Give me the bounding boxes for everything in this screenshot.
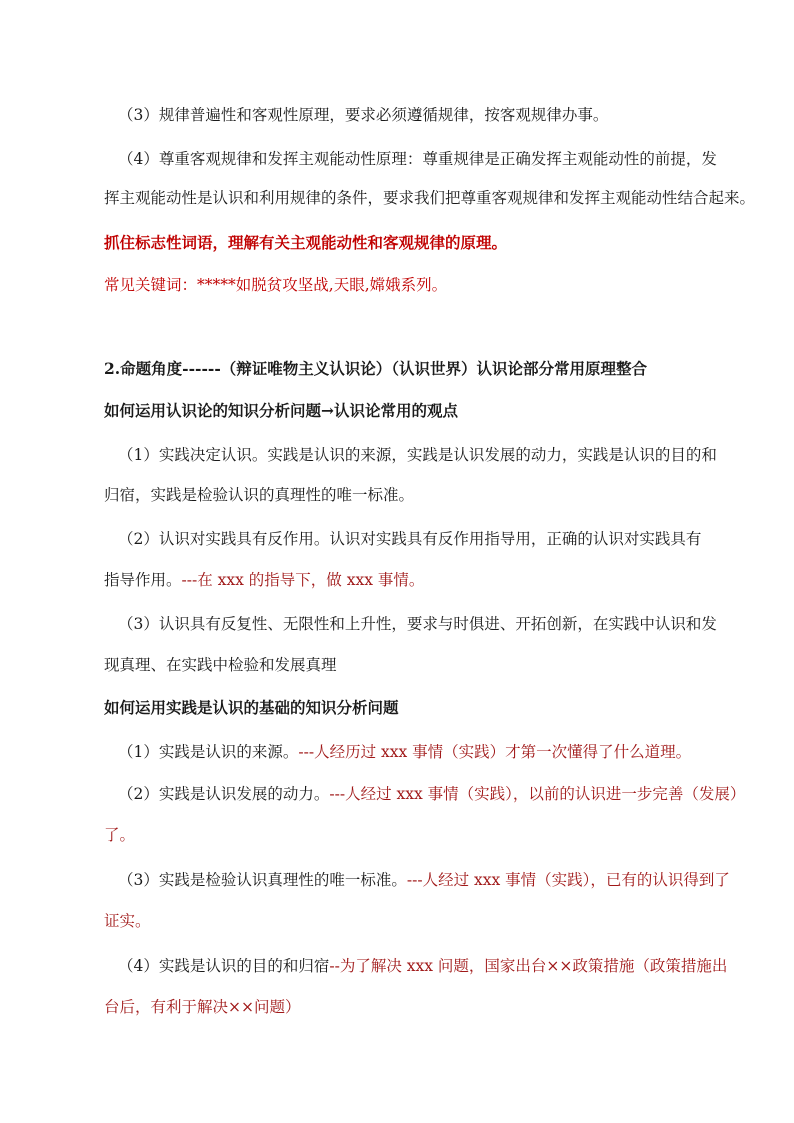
practice-point-3-line1 [118,869,730,891]
paragraph-text: （2）实践是认识发展的动力。 [118,785,330,803]
point-3-line2 [104,654,337,676]
paragraph-text: （4）尊重客观规律和发挥主观能动性原理：尊重规律是正确发挥主观能动性的前提，发 [118,150,717,168]
practice-point-2-line1 [118,783,745,805]
subheading-epistemology-views [104,400,458,422]
section-heading-epistemology [104,358,647,380]
keywords-examples: 如脱贫攻坚战,天眼,嫦娥系列。 [235,276,448,294]
paragraph-law-universality [118,104,608,126]
point-3-line1 [118,613,717,635]
example-text: --为了解决 xxx 问题，国家出台××政策措施（政策措施出 [329,957,728,975]
paragraph-text: （1）实践是认识的来源。 [118,743,299,761]
example-text: 了。 [104,826,136,844]
point-1-line1 [118,444,717,466]
point-1-line2 [104,484,414,506]
practice-point-4-line1 [118,955,727,977]
practice-point-3-line2 [104,910,151,932]
paragraph-text: 挥主观能动性是认识和利用规律的条件，要求我们把尊重客观规律和发挥主观能动性结合起来。 [104,189,756,207]
subheading-text: 如何运用实践是认识的基础的知识分析问题 [104,698,399,717]
subheading-text: 如何运用认识论的知识分析问题→认识论常用的观点 [104,401,458,420]
paragraph-text: 现真理、在实践中检验和发展真理 [104,656,337,674]
keywords-line [104,274,447,296]
practice-point-2-line2 [104,824,135,846]
paragraph-respect-law-line2 [104,187,755,209]
practice-point-4-line2 [104,996,300,1018]
example-text: 证实。 [104,912,151,930]
tip-text: 抓住标志性词语，理解有关主观能动性和客观规律的原理。 [104,233,508,252]
paragraph-text: （3）实践是检验认识真理性的唯一标准。 [118,871,407,889]
paragraph-text: （2）认识对实践具有反作用。认识对实践具有反作用指导用，正确的认识对实践具有 [118,530,702,548]
paragraph-text: （4）实践是认识的目的和归宿 [118,957,330,975]
heading-text: 2.命题角度------（辩证唯物主义认识论）（认识世界）认识论部分常用原理整合 [104,359,648,378]
example-text: 台后，有利于解决××问题） [104,998,301,1016]
paragraph-text: （3）认识具有反复性、无限性和上升性，要求与时俱进、开拓创新，在实践中认识和发 [118,615,717,633]
example-text: ---人经历过 xxx 事情（实践）才第一次懂得了什么道理。 [298,743,692,761]
paragraph-text: （1）实践决定认识。实践是认识的来源，实践是认识发展的动力，实践是认识的目的和 [118,446,717,464]
paragraph-text: 归宿，实践是检验认识的真理性的唯一标准。 [104,486,415,504]
point-2-line2 [104,569,424,591]
practice-point-1 [118,741,691,763]
example-text: ---人经过 xxx 事情（实践），以前的认识进一步完善（发展） [329,785,746,803]
paragraph-text: 指导作用。 [104,571,182,589]
tip-highlight [104,232,507,254]
paragraph-text: （3）规律普遍性和客观性原理，要求必须遵循规律，按客观规律办事。 [118,106,609,124]
example-text: ---人经过 xxx 事情（实践），已有的认识得到了 [406,871,730,889]
keywords-stars: ***** [197,276,236,294]
example-text: ---在 xxx 的指导下，做 xxx 事情。 [181,571,425,589]
keywords-label: 常见关键词： [104,276,198,294]
subheading-practice-basis [104,697,399,719]
point-2-line1 [118,528,701,550]
paragraph-respect-law-line1 [118,148,717,170]
